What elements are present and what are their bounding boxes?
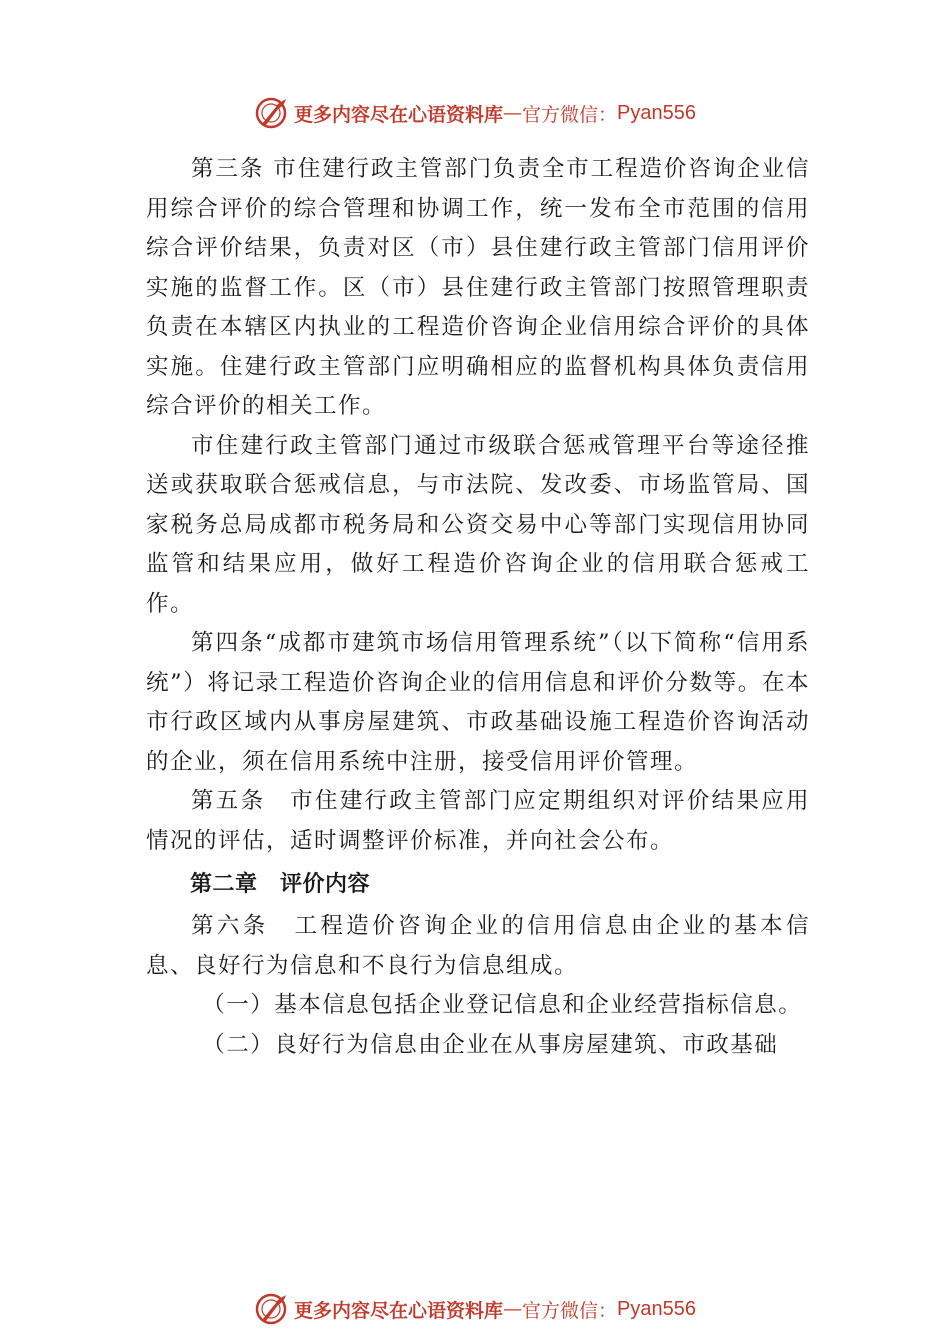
header-dash: — (503, 102, 523, 124)
article-5-paragraph: 第五条 市住建行政主管部门应定期组织对评价结果应用情况的评估，适时调整评价标准，并向社会公布。 (146, 788, 810, 854)
header-banner (0, 96, 950, 130)
article-6-paragraph: 第六条 工程造价咨询企业的信用信息由企业的基本信息、良好行为信息和不良行为信息组成。 (146, 913, 810, 979)
article-3-paragraph-1: 第三条 市住建行政主管部门负责全市工程造价咨询企业信用综合评价的综合管理和协调工作，统一发布全市范围的信用综合评价结果，负责对区（市）县住建行政主管部门信用评价实施的监督工作。区（市）县住建行政主管部门按照管理职责负责在本辖区内执业的工程造价咨询企业信用综合评价的具体实施。住建行政主管部门应明确相应的监督机构具体负责信用综合评价的相关工作。 (146, 156, 810, 419)
footer-banner (0, 1292, 950, 1326)
article-3-paragraph-2: 市住建行政主管部门通过市级联合惩戒管理平台等途径推送或获取联合惩戒信息，与市法院、发改委、市场监管局、国家税务总局成都市税务局和公资交易中心等部门实现信用协同监管和结果应用，做好工程造价咨询企业的信用联合惩戒工作。 (146, 432, 810, 617)
header-site-text: 更多内容尽在心语资料库 (294, 103, 504, 126)
document-body (146, 150, 810, 1065)
header-wechat-label: 官方微信： (522, 103, 618, 126)
footer-dash: — (503, 1298, 523, 1320)
chapter-2-heading: 第二章 评价内容 (190, 872, 371, 897)
quill-seal-icon (254, 96, 288, 130)
footer-site-text: 更多内容尽在心语资料库 (294, 1299, 504, 1322)
footer-wechat-id: Pyan556 (617, 1297, 696, 1320)
list-item-basic-info: （一）基本信息包括企业登记信息和企业经营指标信息。 (202, 992, 803, 1018)
footer-wechat-label: 官方微信： (522, 1299, 618, 1322)
article-4-paragraph: 第四条“成都市建筑市场信用管理系统”（以下简称“信用系统”）将记录工程造价咨询企业的信用信息和评价分数等。在本市行政区域内从事房屋建筑、市政基础设施工程造价咨询活动的企业，须在信用系统中注册，接受信用评价管理。 (146, 630, 810, 775)
list-item-good-behavior: （二）良好行为信息由企业在从事房屋建筑、市政基础 (202, 1031, 779, 1058)
header-wechat-id: Pyan556 (617, 101, 696, 124)
quill-seal-icon (254, 1292, 288, 1326)
